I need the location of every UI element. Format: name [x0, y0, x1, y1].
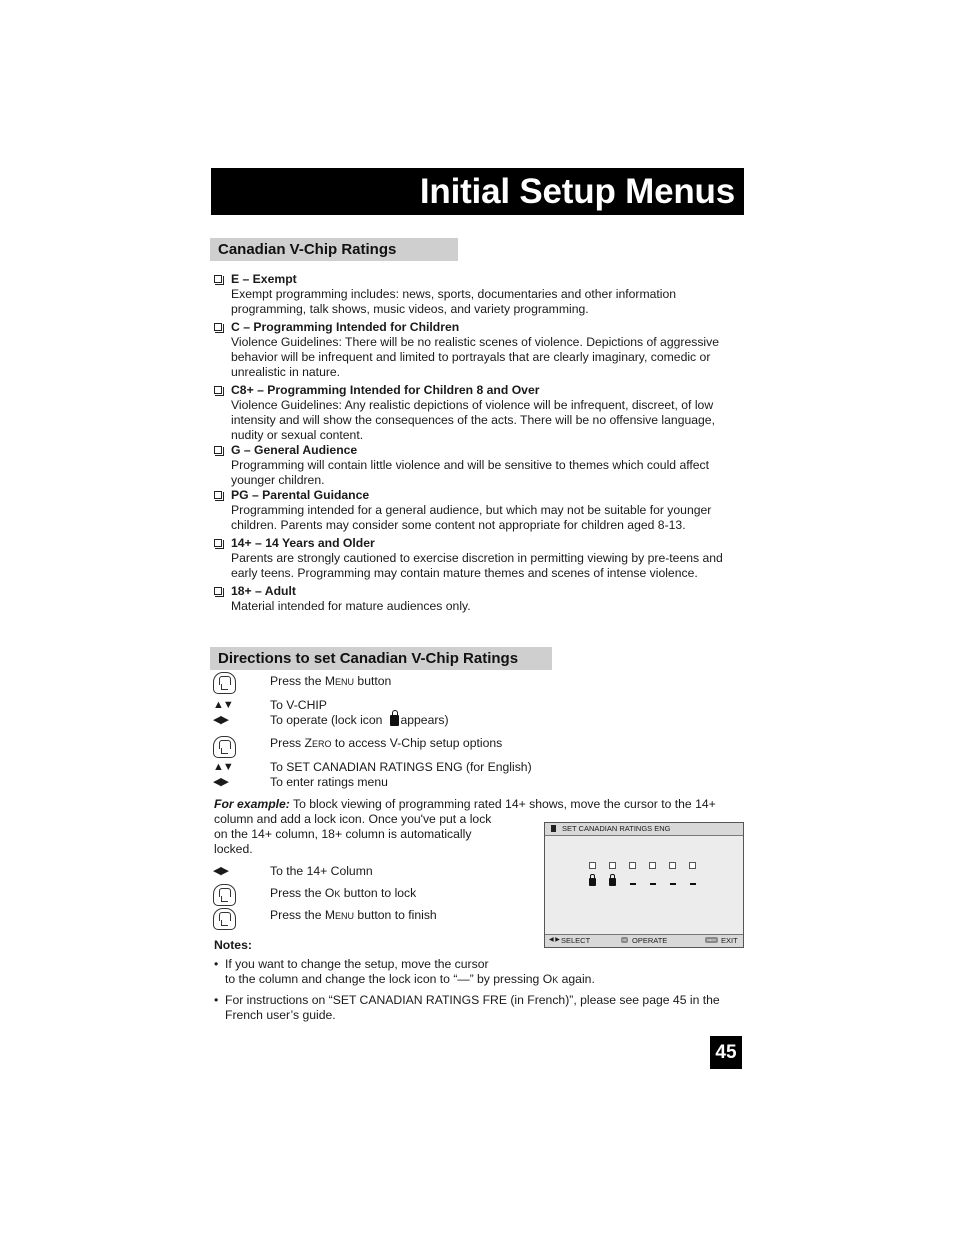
rating-column-icon: [589, 862, 596, 869]
remote-hand-icon: [213, 908, 236, 930]
rating-title: C – Programming Intended for Children: [231, 320, 460, 334]
section-heading-ratings: Canadian V-Chip Ratings: [210, 238, 458, 261]
lock-icon: [589, 878, 596, 886]
checkbox-bullet-icon: [214, 275, 222, 283]
rating-column-icon: [669, 862, 676, 869]
up-down-arrows-icon: ▲▼: [213, 699, 233, 711]
note-2-line-2: French user’s guide.: [225, 1008, 336, 1022]
page-title: Initial Setup Menus: [419, 172, 735, 211]
rating-title: 18+ – Adult: [231, 584, 296, 598]
rating-column-icon: [689, 862, 696, 869]
remote-hand-icon: [213, 736, 236, 758]
step-set-canadian-ratings: To SET CANADIAN RATINGS ENG (for English): [270, 760, 532, 774]
rating-description: Material intended for mature audiences only.: [231, 599, 471, 613]
left-right-arrows-icon: ◀▶: [213, 865, 228, 877]
notes-heading: Notes:: [214, 938, 252, 952]
page-number: 45: [710, 1036, 742, 1069]
checkbox-bullet-icon: [214, 323, 222, 331]
note-bullet: •: [214, 993, 219, 1007]
note-1-line-2: to the column and change the lock icon to “—” by pressing Ok again.: [225, 972, 595, 986]
example-label: For example:: [214, 797, 290, 811]
rating-title: PG – Parental Guidance: [231, 488, 370, 502]
note-1-line-1: If you want to change the setup, move the cursor: [225, 957, 489, 971]
osd-title: SET CANADIAN RATINGS ENG: [562, 824, 671, 833]
remote-hand-icon: [213, 672, 236, 694]
rating-description: Programming will contain little violence and will be sensitive to themes which could affect younger children.: [231, 458, 710, 487]
lock-icon: [551, 825, 556, 832]
checkbox-bullet-icon: [214, 446, 222, 454]
lock-icon: [609, 878, 616, 886]
note-bullet: •: [214, 957, 219, 971]
example-line: on the 14+ column, 18+ column is automatically: [214, 827, 472, 841]
unlocked-dash: [650, 883, 656, 885]
ok-key-icon: OK: [622, 938, 627, 942]
remote-hand-icon: [213, 884, 236, 906]
select-arrows-icon: ◀ ▶: [549, 937, 560, 943]
osd-exit-label: EXIT: [721, 936, 738, 945]
unlocked-dash: [690, 883, 696, 885]
rating-title: E – Exempt: [231, 272, 297, 286]
rating-item-c: [214, 320, 749, 380]
step-to-vchip: To V-CHIP: [270, 698, 327, 712]
checkbox-bullet-icon: [214, 539, 222, 547]
rating-column-icon: [629, 862, 636, 869]
unlocked-dash: [630, 883, 636, 885]
step-operate: To operate (lock icon appears): [270, 713, 449, 727]
checkbox-bullet-icon: [214, 587, 222, 595]
rating-item-c8: [214, 383, 749, 443]
step-press-menu-finish: Press the Menu button to finish: [270, 908, 437, 922]
rating-item-e: [214, 272, 749, 317]
osd-title-bar: [545, 823, 743, 836]
section-heading-directions: Directions to set Canadian V-Chip Ratings: [210, 647, 552, 670]
rating-description: Parents are strongly cautioned to exercise discretion in permitting viewing by pre-teens and early teens. Programming may contain mature themes and scenes of intense violence.: [231, 551, 723, 580]
rating-item-18plus: [214, 584, 749, 614]
rating-title: C8+ – Programming Intended for Children 8 and Over: [231, 383, 540, 397]
rating-item-g: [214, 443, 749, 488]
step-enter-ratings-menu: To enter ratings menu: [270, 775, 388, 789]
rating-column-icon: [609, 862, 616, 869]
note-2-line-1: For instructions on “SET CANADIAN RATINGS FRE (in French)”, please see page 45 in the: [225, 993, 720, 1007]
step-press-ok: Press the Ok button to lock: [270, 886, 417, 900]
lock-icon: [390, 715, 399, 726]
left-right-arrows-icon: ◀▶: [213, 776, 228, 788]
osd-footer: [545, 934, 743, 947]
rating-title: 14+ – 14 Years and Older: [231, 536, 375, 550]
rating-item-pg: [214, 488, 749, 533]
example-line: column and add a lock icon. Once you've put a lock: [214, 812, 492, 826]
osd-select-label: SELECT: [561, 936, 591, 945]
checkbox-bullet-icon: [214, 386, 222, 394]
title-bar: [211, 168, 744, 215]
osd-screen-illustration: [544, 822, 744, 948]
rating-description: Exempt programming includes: news, sports, documentaries and other information programming, talk shows, music videos, and variety programming.: [231, 287, 677, 316]
step-to-14plus-column: To the 14+ Column: [270, 864, 373, 878]
osd-operate-label: OPERATE: [632, 936, 668, 945]
step-press-menu: Press the Menu button: [270, 674, 392, 688]
rating-item-14plus: [214, 536, 749, 581]
step-press-zero: Press Zero to access V-Chip setup options: [270, 736, 503, 750]
example-line: locked.: [214, 842, 253, 856]
menu-key-icon: MENU: [705, 937, 718, 943]
unlocked-dash: [670, 883, 676, 885]
rating-column-icon: [649, 862, 656, 869]
left-right-arrows-icon: ◀▶: [213, 714, 228, 726]
example-paragraph: For example: To block viewing of programming rated 14+ shows, move the cursor to the 14+: [214, 797, 716, 811]
up-down-arrows-icon: ▲▼: [213, 761, 233, 773]
rating-title: G – General Audience: [231, 443, 358, 457]
rating-description: Violence Guidelines: Any realistic depictions of violence will be infrequent, discreet, of low intensity and will show the consequences of the acts. There will be no offensive language, nudity or sexual content.: [231, 398, 715, 442]
rating-description: Programming intended for a general audience, but which may not be suitable for younger children. Parents may consider some content not appropriate for children aged 8-13.: [231, 503, 712, 532]
rating-description: Violence Guidelines: There will be no realistic scenes of violence. Depictions of aggressive behavior will be infrequent and limited to portrayals that are clearly imaginary, comedic or unrealistic in nature.: [231, 335, 719, 379]
checkbox-bullet-icon: [214, 491, 222, 499]
